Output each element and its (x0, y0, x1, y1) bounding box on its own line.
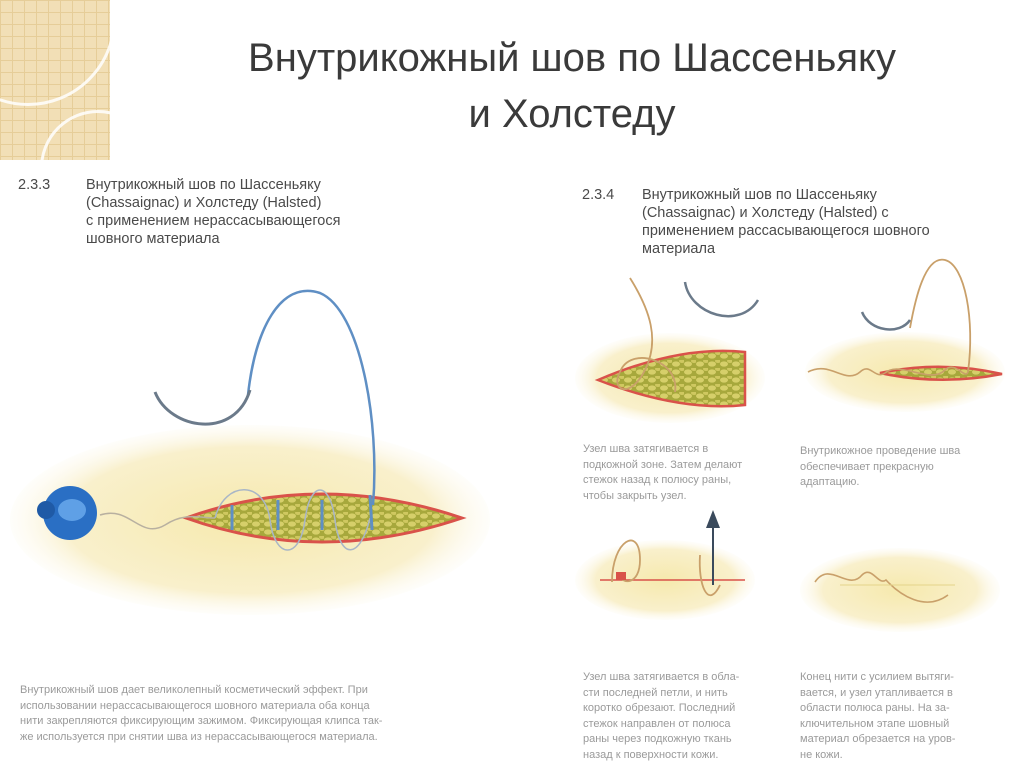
panel-3-illustration (575, 510, 755, 620)
section-233-heading-line: с применением нерассасывающегося (86, 213, 341, 229)
caption-line: подкожной зоне. Затем делают (583, 458, 743, 471)
needle-icon (685, 282, 758, 316)
caption-line: Узел шва затягивается в обла- (583, 671, 740, 683)
panel-3-caption (583, 670, 739, 763)
caption-line: коротко обрезают. Последний (583, 702, 736, 714)
section-233-heading-line: (Chassaignac) и Холстеду (Halsted) (86, 195, 322, 211)
caption-line: чтобы закрыть узел. (583, 489, 687, 502)
slide-title-line-1: Внутрикожный шов по Шассеньяку (248, 36, 896, 80)
section-234-heading-line: Внутрикожный шов по Шассеньяку (642, 187, 877, 203)
caption-line: Конец нити с усилием вытяги- (800, 671, 954, 683)
section-233-number: 2.3.3 (18, 177, 51, 193)
caption-line: обеспечивает прекрасную (800, 460, 934, 473)
panel-4-caption (800, 670, 955, 763)
caption-line: стежок назад к полюсу раны, (583, 474, 732, 486)
panel-1-caption (583, 442, 742, 504)
section-234-number: 2.3.4 (582, 187, 615, 203)
section-234-heading-line: (Chassaignac) и Холстеду (Halsted) с (642, 205, 889, 221)
main-wound-illustration (10, 291, 490, 615)
caption-line: Внутрикожный шов дает великолепный косметический эффект. При (20, 684, 368, 696)
section-233-heading-line: шовного материала (86, 231, 220, 247)
section-233-caption (20, 683, 382, 745)
needle-icon (862, 312, 910, 329)
slide-title-line-2: и Холстеду (468, 92, 676, 136)
caption-line: Внутрикожное проведение шва (800, 445, 961, 457)
caption-line: же используется при снятии шва из нерассасывающегося материала. (20, 730, 378, 743)
caption-line: стежок направлен от полюса (583, 717, 731, 730)
caption-line: Узел шва затягивается в (583, 443, 709, 455)
caption-line: материал обрезается на уров- (800, 733, 956, 745)
caption-line: адаптацию. (800, 476, 860, 488)
caption-line: не кожи. (800, 748, 843, 761)
caption-line: использовании нерассасывающегося шовного материала оба конца (20, 699, 370, 712)
caption-line: области полюса раны. На за- (800, 702, 950, 714)
panel-2-illustration (805, 260, 1005, 412)
section-234-heading-line: применением рассасывающегося шовного (642, 223, 930, 239)
needle-icon (155, 390, 250, 424)
caption-line: вается, и узел утапливается в (800, 686, 953, 699)
caption-line: сти последней петли, и нить (583, 686, 728, 699)
caption-line: назад к поверхности кожи. (583, 748, 719, 761)
panel-4-illustration (800, 548, 1000, 632)
caption-line: раны через подкожную ткань (583, 733, 732, 745)
caption-line: нити закрепляются фиксирующим зажимом. Фиксирующая клипса так- (20, 715, 383, 727)
section-234-heading-line: материала (642, 241, 716, 257)
caption-line: ключительном этапе шовный (800, 717, 950, 730)
section-233-heading-line: Внутрикожный шов по Шассеньяку (86, 177, 321, 193)
panel-1-illustration (575, 278, 765, 423)
panel-2-caption (800, 444, 960, 491)
